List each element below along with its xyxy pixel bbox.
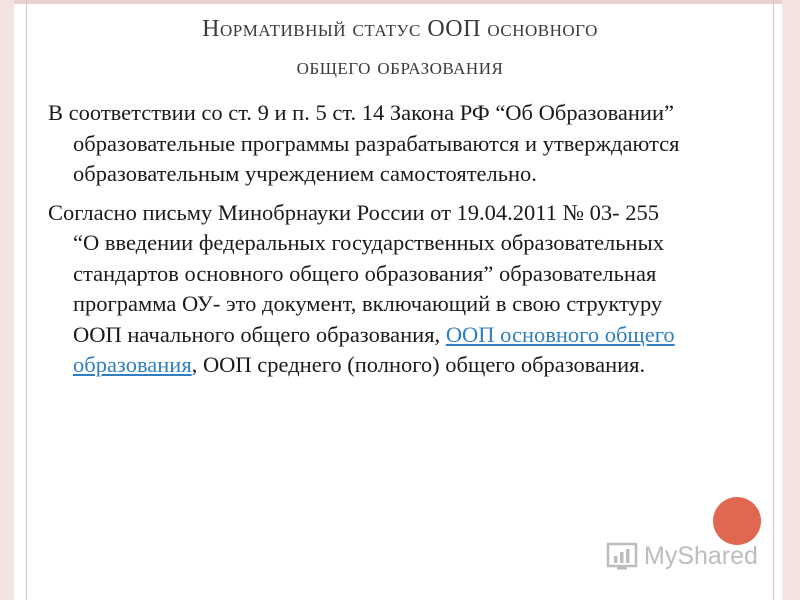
watermark-text: MyShared	[644, 541, 758, 570]
chart-logo-icon	[606, 540, 638, 572]
oop-basic-education-link[interactable]: ООП основного общего образования	[73, 321, 675, 377]
paragraph-1: В соответствии со ст. 9 и п. 5 ст. 14 Закона РФ “Об Образовании” образовательные программы разрабатываются и утверждаются образовательным учреждением самостоятельно.	[48, 100, 680, 186]
slide-title	[30, 10, 770, 86]
slide-body	[48, 98, 688, 389]
right-border	[782, 0, 800, 600]
title-line-2: общего образования	[296, 54, 504, 80]
paragraph-2-text-before: Согласно письму Минобрнауки России от 19.04.2011 № 03- 255 “О введении федеральных государственных образовательных стандартов основного общего образования” образовательная программа ОУ- это документ, включающий в свою структуру ООП начального общего образования,	[48, 199, 664, 347]
title-line-1: Нормативный статус ООП основного	[202, 16, 598, 42]
right-border-line	[773, 0, 774, 600]
watermark	[606, 536, 758, 576]
paragraph-2-text-after: , ООП среднего (полного) общего образования.	[191, 352, 646, 377]
paragraph-2	[48, 198, 688, 381]
left-border-line	[26, 0, 27, 600]
top-border	[0, 0, 800, 4]
left-border	[0, 0, 14, 600]
